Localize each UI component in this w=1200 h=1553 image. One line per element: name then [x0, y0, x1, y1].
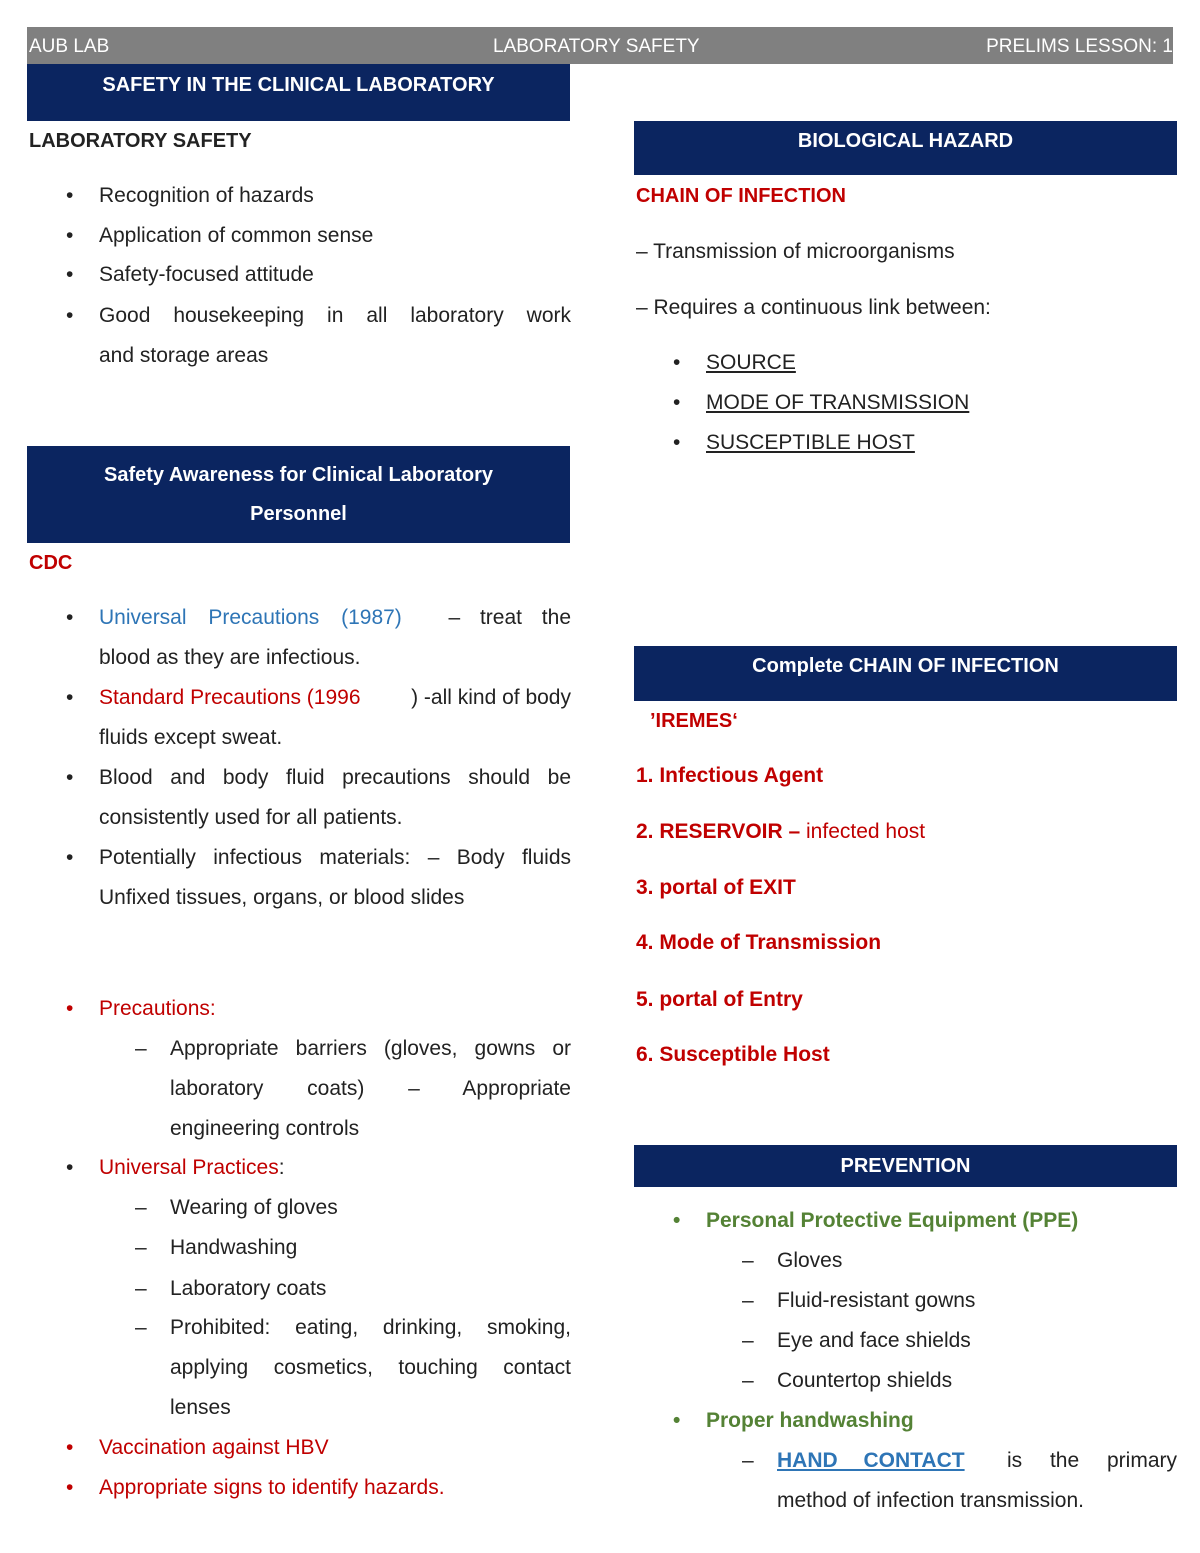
- transmission-text: – Transmission of microorganisms: [636, 240, 955, 263]
- prohibited-line3: lenses: [170, 1396, 231, 1419]
- header-center: LABORATORY SAFETY: [493, 36, 700, 57]
- universal-precautions-title: • Universal Precautions (1987): [99, 606, 402, 629]
- ppe-sub-item: – Fluid-resistant gowns: [777, 1289, 975, 1313]
- universal-precautions-line2: blood as they are infectious.: [99, 646, 361, 669]
- prohibited-line2: applying cosmetics, touching contact: [170, 1356, 571, 1379]
- list-item: • Recognition of hazards: [99, 184, 314, 208]
- universal-practices-title: Universal Practices: [99, 1156, 279, 1179]
- hand-contact-label: – HAND CONTACT: [777, 1449, 965, 1472]
- universal-practices-item: [99, 1156, 285, 1180]
- chain-step: 1. Infectious Agent: [636, 764, 824, 787]
- header-right: PRELIMS LESSON: 1: [986, 36, 1173, 57]
- ppe-sub-item: – Countertop shields: [777, 1369, 952, 1393]
- banner-line: Safety Awareness for Clinical Laboratory: [103, 463, 494, 486]
- banner-safety-awareness: [27, 446, 570, 543]
- standard-precautions-rest: ) -all kind of body: [411, 686, 571, 709]
- requires-text: – Requires a continuous link between:: [636, 296, 991, 319]
- universal-precautions-rest: – treat the: [448, 606, 571, 629]
- chain-of-infection-title: CHAIN OF INFECTION: [636, 185, 846, 207]
- banner-prevention: PREVENTION: [634, 1145, 1177, 1187]
- infectious-materials-item: • Potentially infectious materials: – Body fluids: [99, 846, 571, 870]
- practice-item: – Handwashing: [170, 1236, 297, 1260]
- universal-precautions-item: [99, 606, 571, 630]
- hand-contact-item: [777, 1449, 1177, 1473]
- ppe-item: • Personal Protective Equipment (PPE): [706, 1209, 1078, 1233]
- handwashing-item: • Proper handwashing: [706, 1409, 914, 1433]
- list-item: • Safety-focused attitude: [99, 263, 314, 287]
- chain-step: 4. Mode of Transmission: [636, 931, 882, 954]
- list-item: • Good housekeeping in all laboratory work: [99, 304, 571, 328]
- list-item-continuation: and storage areas: [99, 344, 269, 367]
- banner-complete-chain: Complete CHAIN OF INFECTION: [634, 646, 1177, 701]
- prohibited-item: – Prohibited: eating, drinking, smoking,: [170, 1316, 571, 1340]
- hand-contact-rest: is the primary: [1006, 1449, 1177, 1472]
- section-subtitle: LABORATORY SAFETY: [29, 130, 252, 152]
- link-susceptible-host: • SUSCEPTIBLE HOST: [706, 431, 915, 455]
- blood-precautions-item: • Blood and body fluid precautions should be: [99, 766, 571, 790]
- header-bar: [27, 27, 1173, 64]
- banner-line: Personnel: [250, 502, 347, 525]
- list-item: • Application of common sense: [99, 224, 373, 248]
- signs-item: • Appropriate signs to identify hazards.: [99, 1476, 445, 1500]
- link-mode-of-transmission: • MODE OF TRANSMISSION: [706, 391, 969, 415]
- precautions-sub-item: – Appropriate barriers (gloves, gowns or: [170, 1037, 571, 1061]
- hand-contact-line2: method of infection transmission.: [777, 1489, 1084, 1512]
- universal-practices-colon: :: [278, 1156, 285, 1179]
- practice-item: – Wearing of gloves: [170, 1196, 338, 1220]
- practice-item: – Laboratory coats: [170, 1277, 326, 1301]
- chain-step-detail: infected host: [806, 820, 926, 843]
- precautions-sub-line3: engineering controls: [170, 1117, 360, 1140]
- chain-step: 6. Susceptible Host: [636, 1043, 830, 1066]
- precautions-sub-line2: laboratory coats) – Appropriate: [170, 1077, 571, 1100]
- header-left: AUB LAB: [29, 36, 110, 57]
- chain-step: 5. portal of Entry: [636, 988, 803, 1011]
- precautions-item: • Precautions:: [99, 997, 216, 1021]
- standard-precautions-line2: fluids except sweat.: [99, 726, 283, 749]
- chain-step: [636, 820, 925, 844]
- standard-precautions-title: • Standard Precautions (1996: [99, 686, 361, 709]
- banner-safety-clinical-lab: SAFETY IN THE CLINICAL LABORATORY: [27, 64, 570, 121]
- chain-step: 3. portal of EXIT: [636, 876, 796, 899]
- ppe-sub-item: – Gloves: [777, 1249, 842, 1273]
- iremes-label: ’IREMES‘: [650, 710, 738, 732]
- banner-biological-hazard: BIOLOGICAL HAZARD: [634, 121, 1177, 175]
- cdc-label: CDC: [29, 552, 73, 574]
- link-source: • SOURCE: [706, 351, 796, 375]
- ppe-sub-item: – Eye and face shields: [777, 1329, 971, 1353]
- chain-step-label: 2. RESERVOIR –: [636, 820, 807, 843]
- vaccination-item: • Vaccination against HBV: [99, 1436, 329, 1460]
- standard-precautions-item: [99, 686, 571, 710]
- infectious-materials-line2: Unfixed tissues, organs, or blood slides: [99, 886, 465, 909]
- blood-precautions-line2: consistently used for all patients.: [99, 806, 403, 829]
